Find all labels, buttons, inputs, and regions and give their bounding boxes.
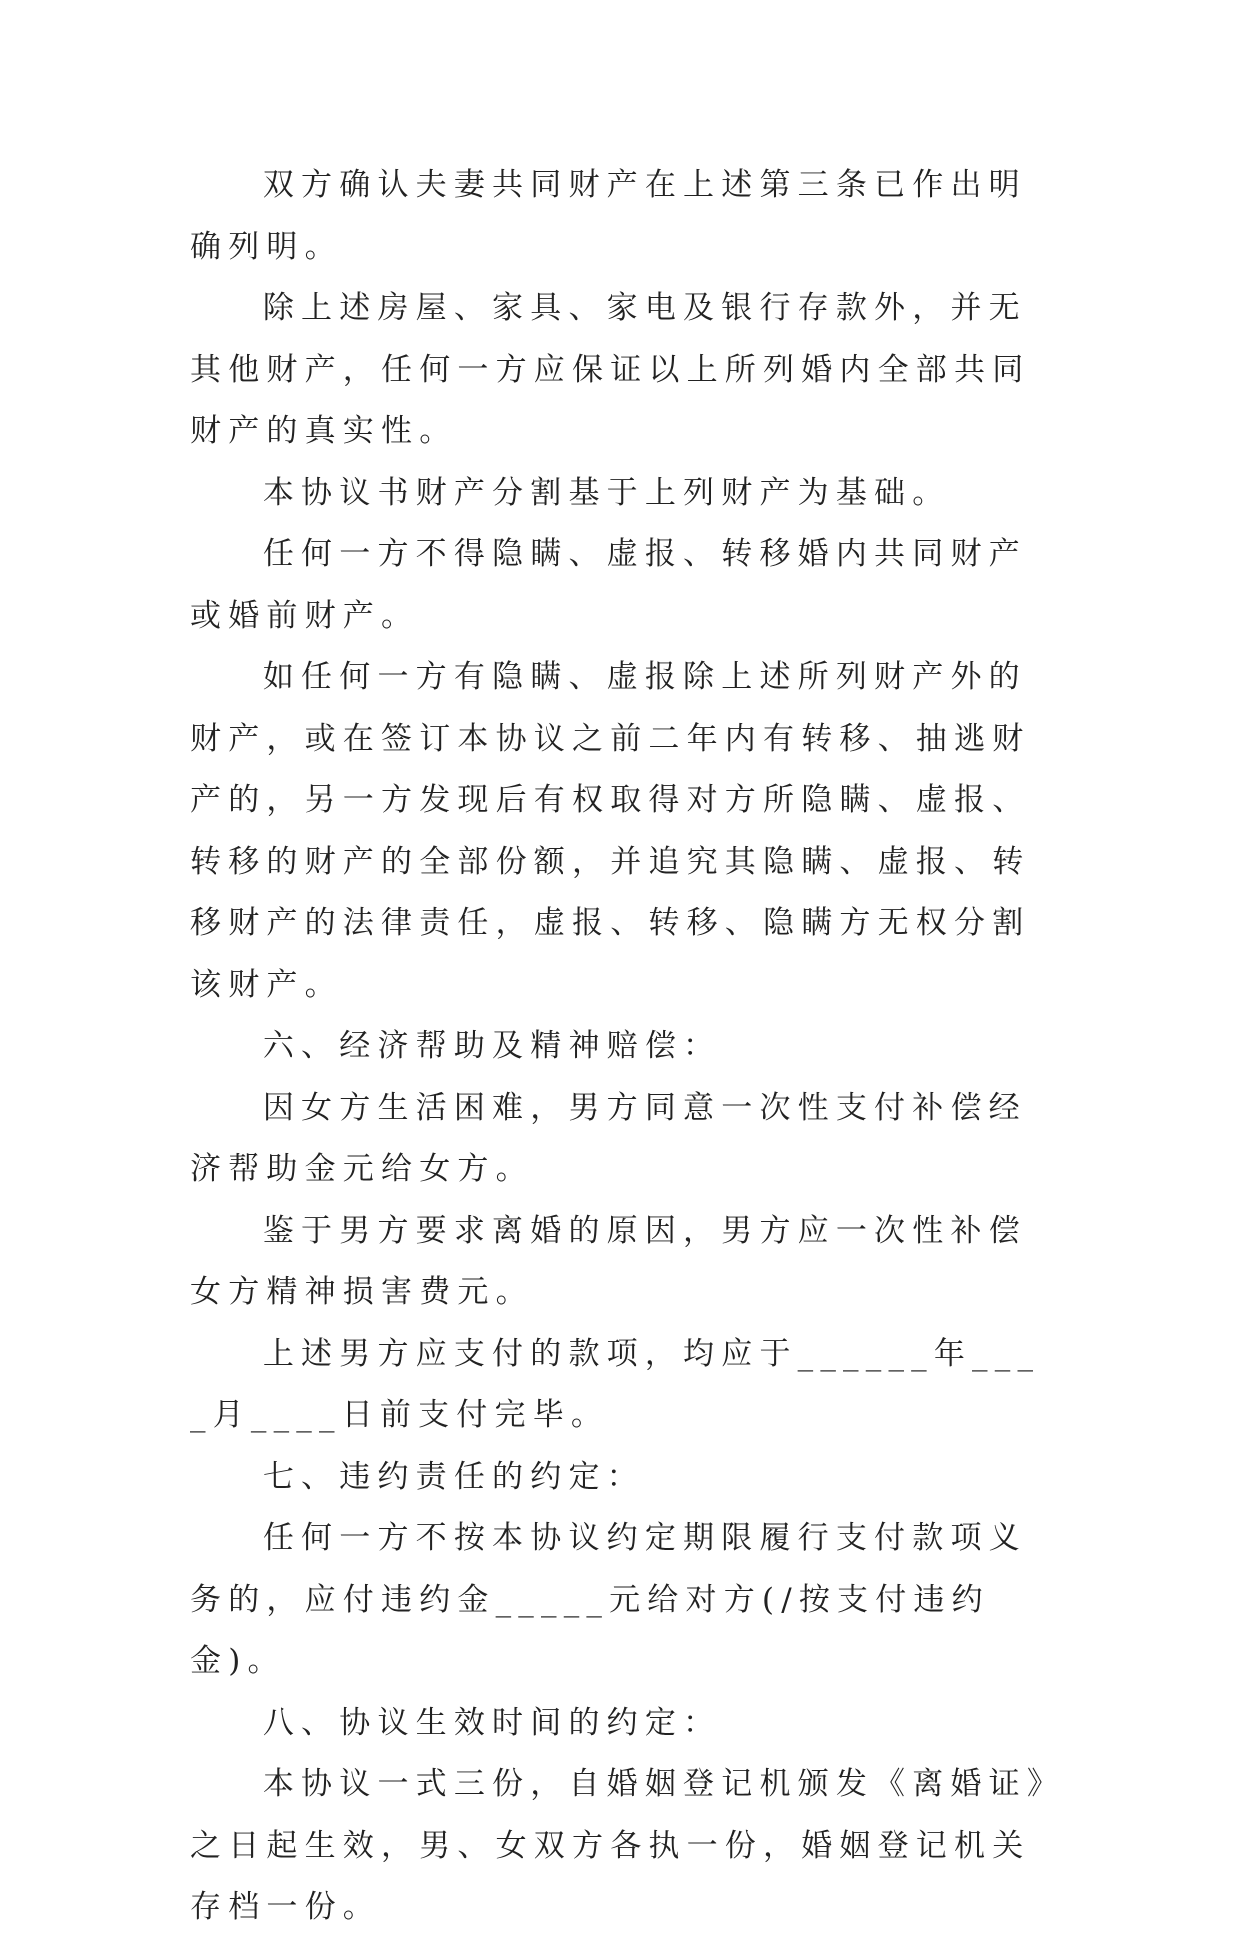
heading-section-eight: 八、协议生效时间的约定：	[262, 1704, 722, 1741]
paragraph-no-concealment: 任何一方不得隐瞒、虚报、转移婚内共同财产或婚前财产。	[190, 536, 1027, 634]
paragraph-property-confirmation: 双方确认夫妻共同财产在上述第三条已作出明确列明。	[190, 167, 1027, 265]
document-body	[190, 155, 1060, 1939]
paragraph-division-basis: 本协议书财产分割基于上列财产为基础。	[262, 474, 951, 511]
paragraph-breach-penalty: 任何一方不按本协议约定期限履行支付款项义务的，应付违约金_____元给对方(/按支付违约金)。	[190, 1520, 1027, 1679]
paragraph-payment-deadline: 上述男方应支付的款项，均应于______年____月____日前支付完毕。	[190, 1335, 1041, 1433]
paragraph-mental-damage: 鉴于男方要求离婚的原因，男方应一次性补偿女方精神损害费元。	[190, 1212, 1027, 1310]
heading-section-seven: 七、违约责任的约定：	[262, 1458, 645, 1495]
heading-section-six: 六、经济帮助及精神赔偿：	[262, 1028, 722, 1064]
paragraph-economic-help: 因女方生活困难，男方同意一次性支付补偿经济帮助金元给女方。	[190, 1089, 1027, 1187]
paragraph-effective-time: 本协议一式三份，自婚姻登记机颁发《离婚证》之日起生效，男、女双方各执一份，婚姻登记机关存档一份。	[190, 1766, 1050, 1925]
paragraph-concealment-penalty: 如任何一方有隐瞒、虚报除上述所列财产外的财产，或在签订本协议之前二年内有转移、抽逃财产的，另一方发现后有权取得对方所隐瞒、虚报、转移的财产的全部份额，并追究其隐瞒、虚报、转移财产的法律责任，虚报、转移、隐瞒方无权分割该财产。	[190, 659, 1031, 1003]
paragraph-no-other-property: 除上述房屋、家具、家电及银行存款外，并无其他财产，任何一方应保证以上所列婚内全部共同财产的真实性。	[190, 290, 1031, 449]
